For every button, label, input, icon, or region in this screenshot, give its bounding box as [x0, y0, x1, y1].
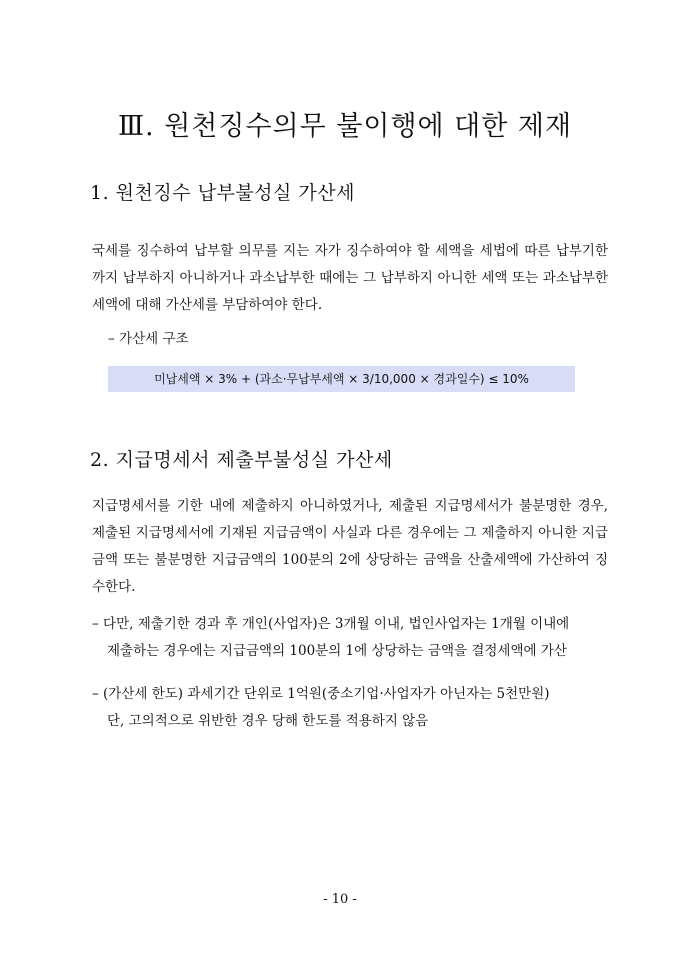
- bullet-item-1: [92, 611, 608, 665]
- chapter-title: Ⅲ. 원천징수의무 불이행에 대한 제재: [118, 111, 573, 142]
- page-number: - 10 -: [323, 892, 357, 907]
- structure-label: – 가산세 구조: [108, 331, 189, 347]
- bullet-item-2: [92, 681, 608, 735]
- bullet-2-line-1: – (가산세 한도) 과세기간 단위로 1억원(중소기업·사업자가 아닌자는 5천만원): [92, 686, 550, 702]
- section-title-2: 2. 지급명세서 제출부불성실 가산세: [90, 449, 393, 471]
- bullet-1-line-1: – 다만, 제출기한 경과 후 개인(사업자)은 3개월 이내, 법인사업자는 1개월 이내에: [92, 616, 570, 632]
- formula-box: 미납세액 × 3% + (과소·무납부세액 × 3/10,000 × 경과일수) ≤ 10%: [108, 366, 575, 392]
- section-1-paragraph: 국세를 징수하여 납부할 의무를 지는 자가 징수하여야 할 세액을 세법에 따른 납부기한까지 납부하지 아니하거나 과소납부한 때에는 그 납부하지 아니한 세액 또는 과소납부한 세액에 대해 가산세를 부담하여야 한다.: [92, 243, 608, 313]
- bullet-1-line-2: 제출하는 경우에는 지급금액의 100분의 1에 상당하는 금액을 결정세액에 가산: [107, 643, 567, 659]
- section-2-paragraph: 지급명세서를 기한 내에 제출하지 아니하였거나, 제출된 지급명세서가 불분명한 경우, 제출된 지급명세서에 기재된 지급금액이 사실과 다른 경우에는 그 제출하지 아니한 지급금액 또는 불분명한 지급금액의 100분의 2에 상당하는 금액을 산출세액에 가산하여 징수한다.: [92, 498, 608, 595]
- bullet-2-line-2: 단, 고의적으로 위반한 경우 당해 한도를 적용하지 않음: [107, 713, 429, 729]
- section-title-1: 1. 원천징수 납부불성실 가산세: [90, 182, 355, 204]
